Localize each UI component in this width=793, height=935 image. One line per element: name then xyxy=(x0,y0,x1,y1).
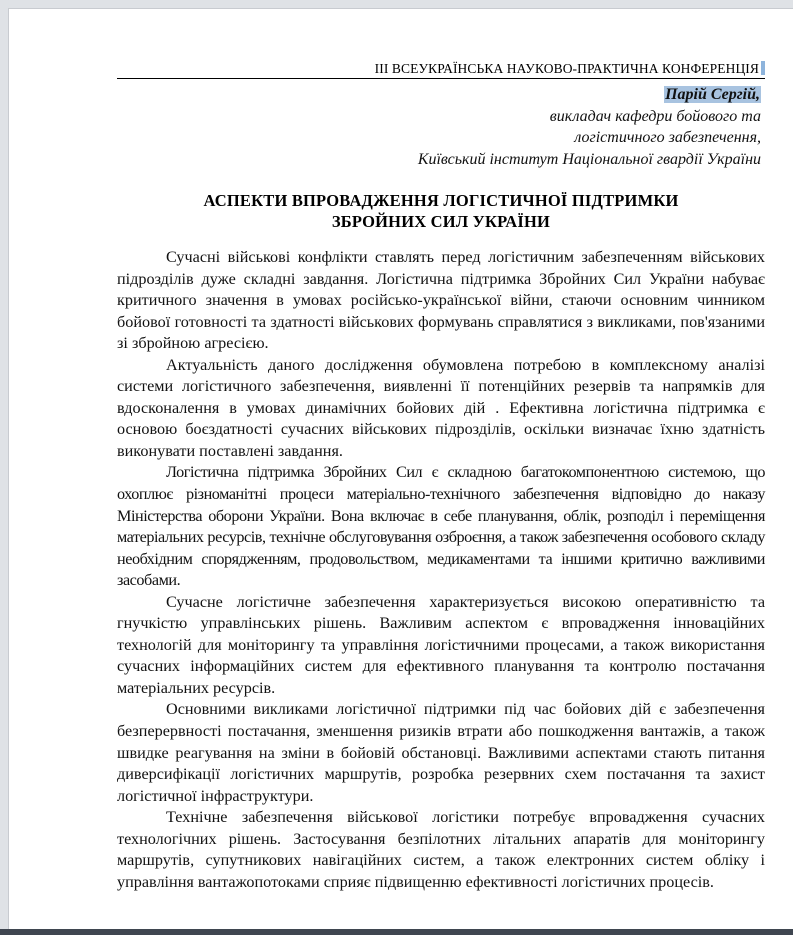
paragraph-6: Технічне забезпечення військової логістики потребує впровадження сучасних технологічних рішень. Застосування безпілотних літальних апаратів для моніторингу маршрутів, супутникових навігаційних систем, а також електронних систем обліку і управління вантажопотоками сприяє підвищенню ефективності логістичних процесів. xyxy=(117,808,765,891)
paragraph-3: Логістична підтримка Збройних Сил є складною багатокомпонентною системою, що охоплює різноманітні процеси матеріально-технічного забезпечення відповідно до наказу Міністерства оборони України. Вона включає в себе планування, облік, розподіл і переміщення матеріальних ресурсів, технічне обслуговування озброєння, а також забезпечення особового складу необхідним спорядженням, продовольством, медикаментами та іншими критично важливими засобами. xyxy=(117,463,765,590)
window-bottom-edge xyxy=(0,929,793,935)
document-page xyxy=(8,8,793,932)
article-title-line2: ЗБРОЙНИХ СИЛ УКРАЇНИ xyxy=(331,212,551,231)
article-title xyxy=(117,190,765,232)
author-institution: Київський інститут Національної гвардії України xyxy=(417,150,761,168)
text-cursor xyxy=(761,61,765,75)
article-title-line1: АСПЕКТИ ВПРОВАДЖЕННЯ ЛОГІСТИЧНОЇ ПІДТРИМКИ xyxy=(203,191,679,210)
article-body xyxy=(117,247,765,893)
conference-header-text: ІІІ ВСЕУКРАЇНСЬКА НАУКОВО-ПРАКТИЧНА КОНФЕРЕНЦІЯ xyxy=(374,61,759,76)
author-position-line1: викладач кафедри бойового та xyxy=(549,107,761,125)
author-name[interactable]: Парій Сергій, xyxy=(665,86,760,103)
paragraph-1: Сучасні військові конфлікти ставлять перед логістичним забезпеченням військових підрозділів дуже складні завдання. Логістична підтримка Збройних Сил України набуває критичного значення в умовах російсько-української війни, стаючи основним чинником бойової готовності та здатності військових формувань справлятися з викликами, пов'язаними зі збройною агресією. xyxy=(117,248,765,353)
author-block xyxy=(418,84,761,170)
paragraph-5: Основними викликами логістичної підтримки під час бойових дій є забезпечення безперервності постачання, зменшення ризиків втрати або пошкодження вантажів, а також швидке реагування на зміни в бойовій обстановці. Важливими аспектами стають питання диверсифікації логістичних маршрутів, розробка резервних схем постачання та захист логістичної інфраструктури. xyxy=(117,700,765,805)
conference-header xyxy=(117,61,765,79)
paragraph-4: Сучасне логістичне забезпечення характеризується високою оперативністю та гнучкістю управлінських рішень. Важливим аспектом є впровадження інноваційних технологій для моніторингу та управління логістичними процесами, а також використання сучасних інформаційних систем для ефективного планування та контролю постачання матеріальних ресурсів. xyxy=(117,592,765,697)
author-position-line2: логістичного забезпечення, xyxy=(574,129,761,146)
paragraph-2: Актуальність даного дослідження обумовлена потребою в комплексному аналізі системи логістичного забезпечення, виявленні її потенційних резервів та напрямків для вдосконалення в умовах динамічних бойових дій . Ефективна логістична підтримка є основою боєздатності сучасних військових підрозділів, оскільки визначає їхню здатність виконувати поставлені завдання. xyxy=(117,355,765,460)
